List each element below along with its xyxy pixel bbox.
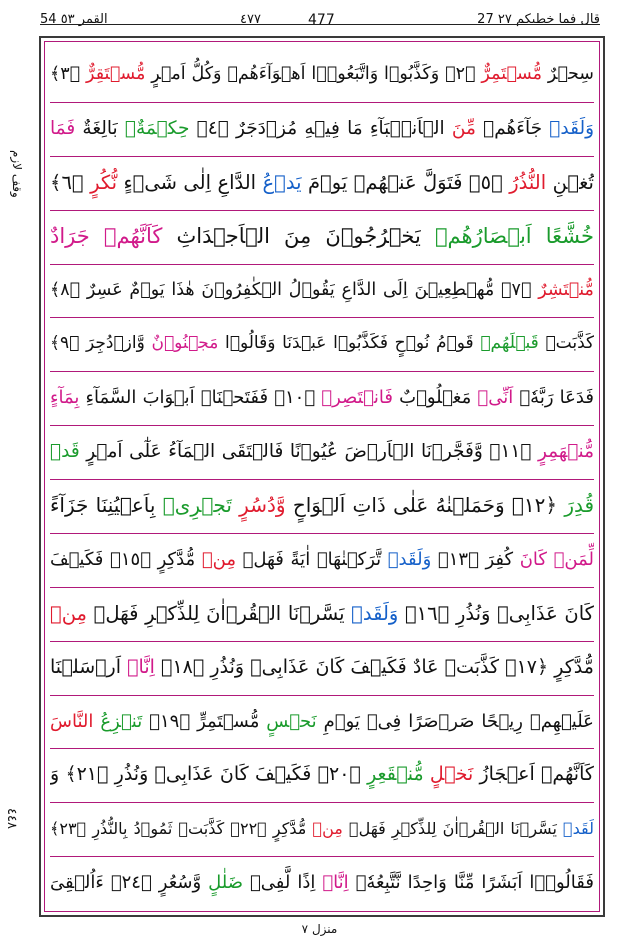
quran-word: مِنۡ [50,601,87,625]
quran-word: اِلَى [382,279,408,300]
quran-word: مُّسۡتَقِرٌّ [86,64,146,84]
quran-word: عَلَيۡهِمۡ [529,710,594,732]
quran-word: وَّسُعُرٍ [158,872,202,894]
text-line [50,802,594,856]
page-number: 477 [308,12,335,28]
text-line [50,748,594,802]
quran-word: مَغۡلُوۡبٌ [399,387,472,409]
quran-word: فِىۡ [366,710,402,732]
quran-word: كَذَّبَتۡ [444,655,500,678]
quran-word: فَتَوَلَّ [423,170,463,194]
ayah-number-marker: ﴿٣﴾ [50,64,81,84]
quran-word: مَا [347,117,363,139]
quran-word: قَدۡ [50,441,80,463]
quran-word: يَوۡمٌ [129,279,165,300]
ayah-number-marker: ﴿١٣﴾ [437,548,479,570]
quran-word: فَمَا [50,117,76,139]
quran-word: فِيۡهِ [304,117,340,139]
quran-word: مُّدَّكِرٍ [554,655,594,678]
quran-word: الۡمَآءُ [168,441,216,463]
quran-word: وَلَقَدۡ [351,601,399,625]
quran-word: الۡاَنۡۢبَآءِ [369,117,445,139]
quran-word: الۡقُرۡاٰنَ [206,601,282,625]
quran-word: قَبۡلَهُمۡ [480,333,539,354]
quran-word: نَخۡلٍ [429,763,474,786]
text-line [50,695,594,749]
quran-word: حِكۡمَةٌۢ [124,117,190,139]
quran-word: كَذَّبَتۡ [545,333,594,354]
quran-word: ذَاتِ [352,493,386,517]
quran-word: اَلۡوَاحٍ [292,493,346,517]
quran-word: بَالِغَةٌ [82,117,118,139]
quran-word: جَرَادٌ [50,223,90,248]
quran-word: مَجۡنُوۡنٌ [151,333,219,354]
quran-word: يَقُوۡلُ [288,279,335,300]
ayah-number-marker: ﴿٨﴾ [50,279,81,300]
quran-word: كَاَنَّهُمۡ [103,223,163,248]
quran-word: بِاَعۡيُنِنَا [95,493,156,517]
ayah-number-marker: ﴿١٢﴾ [511,493,558,517]
ayah-number-marker: ﴿١٥﴾ [110,548,151,570]
quran-word: مُّنۡهَمِرٍ [537,441,594,463]
header-divider [40,24,600,25]
quran-word: عَذَابِىۡ [154,763,214,786]
quran-word: كُفِرَ [485,548,514,570]
quran-word: وَلَقَدۡ [387,548,432,570]
quran-word: كَانَ [315,655,345,678]
quran-word: تُغۡنِ [552,170,594,194]
text-line [50,210,594,264]
quran-word: جَآءَهُمۡ [483,117,543,139]
quran-word: يَوۡمَ [307,170,348,194]
quran-word: اَبۡوَابَ [142,387,195,409]
quran-word: نُوۡحٍ [394,333,430,354]
quran-word: عَلٰى [393,493,429,517]
quran-word: ءَاُلۡقِىَ [50,872,104,894]
quran-word: اَمۡرٍ [86,441,123,463]
quran-word: اَمۡرٍ [151,64,186,84]
text-line [50,102,594,156]
text-line [50,264,594,318]
quran-word: الدَّاعِ [341,279,377,300]
quran-word: الۡاَرۡضَ [344,441,415,463]
quran-word: النُّذُرُ [509,170,547,194]
quran-word: فَالۡتَقَى [221,441,284,463]
quran-word: اٰيَةً [290,548,311,570]
quran-word: عَنۡهُمۡ [353,170,417,194]
ayah-number-marker: ﴿٢٠﴾ [317,763,361,786]
quran-word: لِلذِّكۡرِ [391,819,437,839]
quran-word: تَّرَكۡنٰهَاۤ [316,548,382,570]
quran-word: عَلٰٓى [129,441,162,463]
quran-word: فَقَالُوۡۤا [529,872,594,894]
ayah-number-marker: ﴿١٦﴾ [404,601,450,625]
quran-word: مُّنۡتَشِرٌ [538,279,594,300]
quran-word: لَّفِىۡ [249,872,291,894]
quran-word: مُّدَّكِرٍ [272,819,307,839]
quran-word: يَسَّرۡنَا [287,601,345,625]
quran-word: اِذًا [297,872,316,894]
quran-text-lines [50,48,594,910]
quran-word: وَّدُسُرٍ [239,493,286,517]
ayah-number-marker: ﴿١٨﴾ [161,655,205,678]
quran-word: يَوۡمِ [323,710,360,732]
quran-word: عَبۡدَنَا [282,333,327,354]
quran-word: بِمَآءٍ [50,387,80,409]
ayah-number-marker: ﴿١٩﴾ [149,710,191,732]
quran-word: فَهَلۡ [348,819,386,839]
quran-word: هٰذَا [171,279,195,300]
ayah-number-marker: ﴿١٧﴾ [505,655,549,678]
quran-word: فَفَتَحۡنَاۤ [200,387,269,409]
quran-word: مِّنَ [451,117,476,139]
ayah-number-marker: ﴿٤﴾ [196,117,229,139]
quran-word: عَذَابِىۡ [250,655,310,678]
quran-word: وَاتَّبَعُوۡۤا [311,64,379,84]
ayah-number-marker: ﴿٢﴾ [445,64,476,84]
quran-word: اِنَّاۤ [127,655,155,678]
text-line [50,641,594,695]
ayah-number-marker: ﴿٢١﴾ [65,763,109,786]
quran-word: وَقَالُوۡا [225,333,276,354]
ayah-number-marker: ﴿٩﴾ [50,333,80,354]
quran-word: اَعۡجَازُ [479,763,535,786]
quran-word: وَنُذُرِ [114,763,149,786]
ayah-number-marker: ﴿١١﴾ [489,441,532,463]
quran-word: مُّنۡقَعِرٍ [367,763,424,786]
quran-word: ثَمُوۡدُ [133,819,173,839]
quran-word: وَنُذُرِ [210,655,245,678]
quran-word: رِيۡحًا [481,710,523,732]
quran-word: عَذَابِىۡ [497,601,558,625]
text-line [50,479,594,533]
quran-word: الۡقُرۡاٰنَ [442,819,505,839]
quran-word: فَكَذَّبُوۡا [333,333,388,354]
quran-word: قُدِرَ [564,493,594,517]
quran-word: عُيُوۡنًا [289,441,338,463]
quran-word: فَهَلۡ [93,601,139,625]
quran-word: اِلٰى [183,170,211,194]
quran-word: تَجۡرِىۡ [162,493,232,517]
text-line [50,156,594,210]
quran-word: وَكَذَّبُوۡا [384,64,440,84]
ayah-number-marker: ﴿٥﴾ [468,170,503,194]
quran-word: اَهۡوَآءَهُمۡ [227,64,306,84]
quran-word: تَنۡزِعُ [100,710,143,732]
quran-word: نَّتَّبِعُهٗۤ [355,872,401,894]
quran-word: اِنَّاۤ [322,872,349,894]
quran-word: ضَلٰلٍ [208,872,243,894]
quran-word: كَاَنَّهُمۡ [541,763,594,786]
quran-word: فَكَيۡفَ [350,655,407,678]
manzil-label: منزل ٧ [301,922,338,936]
quran-word: صَرۡصَرًا [408,710,475,732]
quran-word: وَاحِدًا [407,872,447,894]
quran-word: بِالنُّذُرِ [92,819,128,839]
quran-word: كَانَ [564,601,594,625]
text-line [50,317,594,371]
page-header [40,10,600,32]
quran-word: مُّسۡتَمِرٌّ [481,64,542,84]
ayah-number-marker: ﴿٧﴾ [501,279,532,300]
quran-word: وَحَمَلۡنٰهُ [435,493,505,517]
ayah-number-marker: ﴿٢٤﴾ [110,872,152,894]
text-line [50,48,594,102]
quran-word: لِلذِّكۡرِ [145,601,200,625]
quran-word: نَحۡسٍ [266,710,317,732]
quran-word: عَسِرٌ [86,279,123,300]
waqf-lazim-note: وقف لازم [10,150,24,198]
quran-word: مِنۡ [312,819,343,839]
ayah-number-marker: ﴿٢٣﴾ [50,819,87,839]
quran-word: لَقَدۡ [563,819,594,839]
text-line [50,533,594,587]
quran-word: فَكَيۡفَ [254,763,312,786]
surah-name-header: 54 القمر ٥٣ [40,12,108,27]
quran-word: يَخۡرُجُوۡنَ [325,223,421,248]
quran-word: كَانَ [519,548,547,570]
text-line [50,371,594,425]
quran-word: الۡاَجۡدَاثِ [176,223,270,248]
text-line [50,587,594,641]
quran-word: مِنَ [284,223,312,248]
quran-word: يَسَّرۡنَا [510,819,557,839]
ayah-number-marker: ﴿١٠﴾ [274,387,316,409]
quran-word: اَبۡصَارُهُمۡ [434,223,532,248]
quran-word: نُّكُرٍ [90,170,118,194]
quran-word: اَرۡسَلۡنَا [50,655,121,678]
quran-word: قَوۡمُ [436,333,474,354]
juz-name-header: 27 قال فما خطبكم ٢٧ [477,12,600,27]
quran-word: وَّازۡدُجِرَ [85,333,145,354]
quran-word: مُّهۡطِعِيۡنَ [414,279,495,300]
quran-word: لِّمَنۡ [553,548,594,570]
quran-word: وَ [50,763,60,786]
quran-word: وَنُذُرِ [455,601,491,625]
quran-word: مُّدَّكِرٍ [157,548,196,570]
quran-word: وَلَقَدۡ [549,117,594,139]
quran-word: جَزَآءً [50,493,89,517]
quran-word: الۡكٰفِرُوۡنَ [201,279,283,300]
quran-word: وَكُلُّ [191,64,222,84]
quran-word: رَبَّهٗۤ [519,387,554,409]
quran-word: عَادٌ [412,655,439,678]
page-number-arabic: ٤٧٧ [240,12,261,27]
quran-word: كَذَّبَتۡ [178,819,225,839]
quran-word: خُشَّعًا [545,223,594,248]
text-line [50,425,594,479]
quran-word: مُّسۡتَمِرٍّ [197,710,260,732]
text-line [50,856,594,910]
ruku-marker: ٤٤٨ [4,808,19,829]
quran-word: النَّاسَ [50,710,94,732]
quran-word: وَّفَجَّرۡنَا [420,441,483,463]
quran-word: الدَّاعِ [217,170,257,194]
quran-word: كَانَ [219,763,249,786]
quran-word: فَدَعَا [559,387,594,409]
quran-word: فَانۡتَصِرۡ [321,387,393,409]
quran-word: مُزۡدَجَرٌ [236,117,298,139]
quran-word: شَىۡءٍ [123,170,177,194]
quran-word: يَدۡعُ [262,170,302,194]
quran-word: اَبَشَرًا [481,872,523,894]
quran-word: السَّمَآءِ [85,387,137,409]
quran-word: فَكَيۡفَ [50,548,104,570]
quran-word: سِحۡرٌ [547,64,594,84]
quran-word: اَنِّىۡ [477,387,514,409]
ayah-number-marker: ﴿٢٢﴾ [230,819,267,839]
ayah-number-marker: ﴿٦﴾ [50,170,84,194]
quran-word: فَهَلۡ [242,548,284,570]
quran-word: مِنۡ [201,548,236,570]
quran-word: مِّنَّا [453,872,475,894]
